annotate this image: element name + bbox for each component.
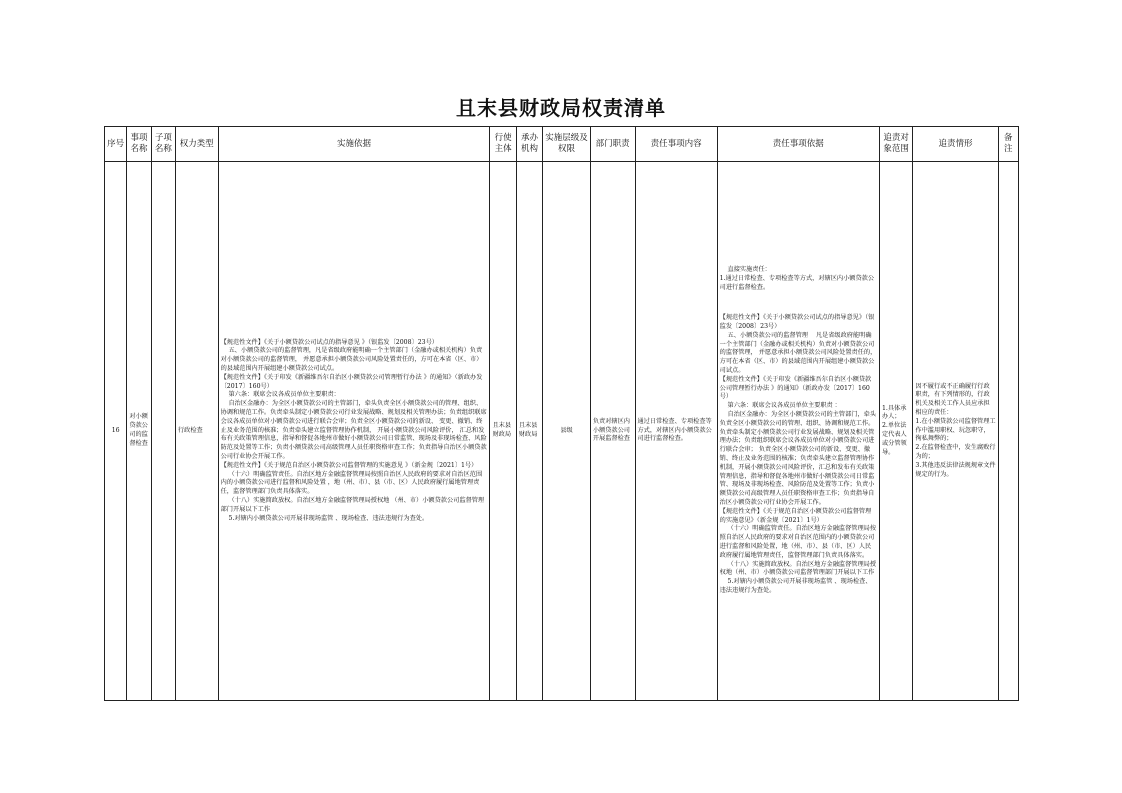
header-notes: 备注 <box>998 127 1018 162</box>
responsibility-basis-text: 【规范性文件】《关于小额贷款公司试点的指导意见》（银监发〔2008〕23号） 五、小额贷款公司的监督管理 凡是省级政府能明确一个主管部门（金融办或相关机构）负责对小额贷款公司的监督管理， 并愿意承担小额贷款公司风险处置责任的， 方可在本省（区、市）的县域范围内开展组建小额贷款公司试点。 【规范性文件】《关于印发《新疆维吾尔自治区小额贷款公司管理暂行办法 》的通知》（新政办发〔2017〕160号） 第六条：联席会议各成员单位主要职责 ： 自治区金融办：为全区小额贷款公司的主管部门，牵头负责全区小额贷款公司的管理、组织、协调和规范工作。负责牵头制定小额贷款公司行业发展战略、规划及相关管理办法；负责组织联席会议各成员单位对小额贷款公司进行联合会审； 负责全区小额贷款公司的新设、变更、撤销、终止及业务范围的核准；负责牵头建立监督管理协作机制，开展小额贷款公司风险评价，汇总和发布有关政策管理信息，指导和督促各地州市做好小额贷款公司日常监管、现场及非现场检查、风险防范及处置等工作；负责小额贷款公司高级管理人员任职资格审查工作；负责指导自治区小额贷款公司行业协会开展工作。 【规范性文件】《关于规范自治区小额贷款公司监督管理的实施意见》（新金规〔2021〕1号） （十六）明确监管责任。自治区地方金融监督管理局按照自治区人民政府的要求对自治区范围内的小额贷款公司进行监督和风险处置，地（州、市）、县（市、区）人民政府履行属地管理责任，监督管理部门负责具体落实。 （十八）实施简政放权。自治区地方金融监督管理局授权地（州、市）小额贷款公司监督管理部门开展以下工作 5.对辖内小额贷款公司开展非现场监管 、现场检查、违法违规行为查处。 <box>719 314 877 594</box>
cell-sub-item-name <box>151 162 175 701</box>
responsibility-table <box>104 126 1019 701</box>
cell-organizer: 且末县财政局 <box>516 162 542 701</box>
cell-responsibility-basis <box>717 162 879 701</box>
header-seq: 序号 <box>105 127 127 162</box>
cell-item-name: 对小额贷款公司的监督检查 <box>127 162 151 701</box>
cell-notes <box>998 162 1018 701</box>
header-level: 实施层级及权限 <box>543 127 591 162</box>
level-text: 县级 <box>560 426 573 434</box>
responsibility-content-text: 直接实施责任： 1.通过日常检查、专项检查等方式，对辖区内小额贷款公司进行监督检查。 <box>719 266 875 291</box>
header-executor: 行使主体 <box>490 127 516 162</box>
dept-duty-text: 负责对辖区内小额贷款公司开展监督检查 <box>592 417 630 443</box>
cell-accountability-cases: 因不履行或不正确履行行政职责，有下列情形的，行政机关及相关工作人员应承担相应的责任： 1.在小额贷款公司监督管理工作中滥用职权、玩忽职守，徇私舞弊的； 2.在监督检查中，发生腐败行为的； 3.其他违反法律法规规章文件规定的行为。 <box>913 162 998 701</box>
header-organizer: 承办机构 <box>516 127 542 162</box>
header-basis: 实施依据 <box>218 127 490 162</box>
table-row <box>105 162 1019 701</box>
cell-basis: 【规范性文件】《关于小额贷款公司试点的指导意见 》（银监发〔2008〕23号） 五、小额贷款公司的监督管理，凡是省级政府能明确一个主管部门（金融办或相关机构）负责对小额贷款公司的监督管理， 并愿意承担小额贷款公司风险处置责任的，方可在本省（区、市）的县域范围内开展组建小额贷款公司试点。 【规范性文件】《关于印发《新疆维吾尔自治区小额贷款公司管理暂行办法 》的通知》（新政办发〔2017〕160号） 第六条：联席会议各成员单位主要职责： 自治区金融办：为全区小额贷款公司的主管部门，牵头负责全区小额贷款公司的管理、组织、协调和规范工作。负责牵头制定小额贷款公司行业发展战略、规划及相关管理办法；负责组织联席会议各成员单位对小额贷款公司进行联合会审；负责全区小额贷款公司的新设、 变更、撤销、终止及业务范围的核准；负责牵头建立监督管理协作机制， 开展小额贷款公司风险评价， 汇总和发布有关政策管理信息，指导和督促各地州市做好小额贷款公司日常监管、现场及非现场检查、风险防范及处置等工作；负责小额贷款公司高级管理人员任职资格审查工作；负责指导自治区小额贷款公司行业协会开展工作。 【规范性文件】《关于规范自治区小额贷款公司监督管理的实施意见 》（新金规〔2021〕1号） （十六）明确监管责任。自治区地方金融监督管理局按照自治区人民政府的要求对自治区范围内的小额贷款公司进行监督和风险处置 ，地（州、市）、县（市、区）人民政府履行属地管理责任，监督管理部门负责具体落实。 （十八）实施简政放权。自治区地方金融监督管理局授权地 （州、市）小额贷款公司监督管理部门开展以下工作 5.对辖内小额贷款公司开展非现场监管 、现场检查、违法违规行为查处。 <box>218 162 490 701</box>
cell-responsibility <box>635 162 717 701</box>
cell-executor: 且末县财政局 <box>490 162 516 701</box>
header-responsibility-basis: 责任事项依据 <box>717 127 879 162</box>
header-accountability-cases: 追责情形 <box>913 127 998 162</box>
cell-accountability-scope: 1.具体承办人； 2.单位法定代表人或分管领导。 <box>879 162 912 701</box>
cell-power-type: 行政检查 <box>176 162 219 701</box>
header-power-type: 权力类型 <box>176 127 219 162</box>
cell-level <box>543 162 591 701</box>
responsibility-text: 通过日常检查、专项检查等方式，对辖区内小额贷款公司进行监督检查。 <box>637 417 712 443</box>
cell-dept-duty <box>590 162 635 701</box>
header-sub-item-name: 子项名称 <box>151 127 175 162</box>
cell-seq: 16 <box>105 162 127 701</box>
header-accountability-scope: 追责对象范围 <box>879 127 912 162</box>
header-row <box>105 127 1019 162</box>
header-item-name: 事项名称 <box>127 127 151 162</box>
page-title: 且末县财政局权责清单 <box>456 96 666 120</box>
header-dept-duty: 部门职责 <box>590 127 635 162</box>
header-responsibility: 责任事项内容 <box>635 127 717 162</box>
